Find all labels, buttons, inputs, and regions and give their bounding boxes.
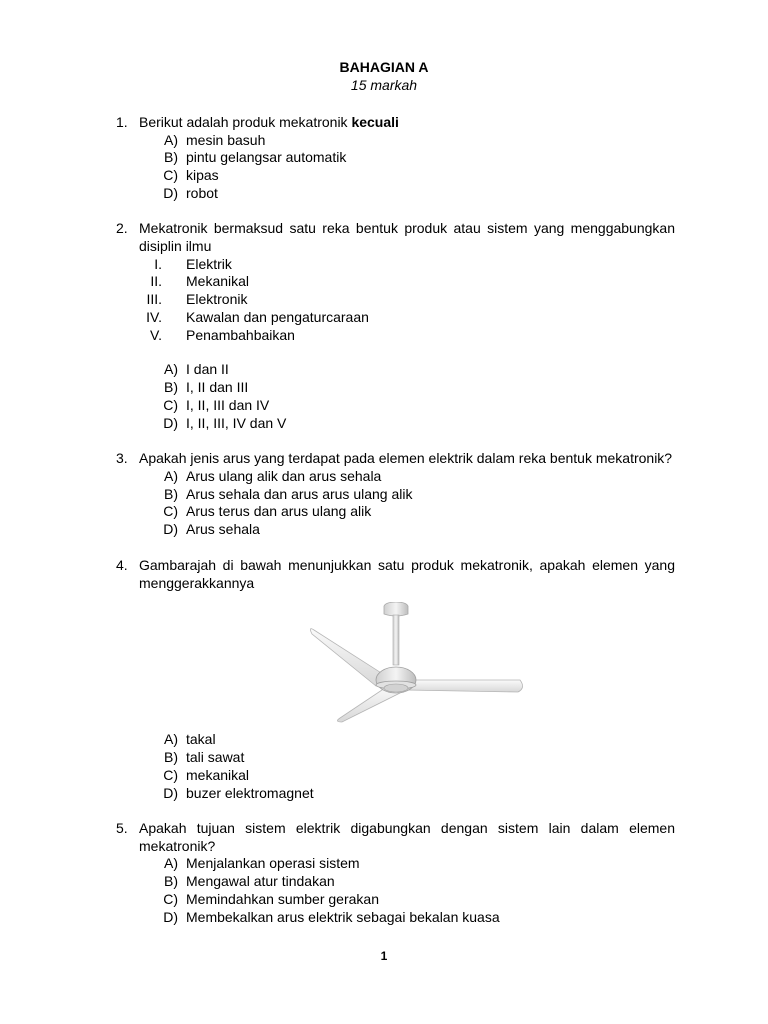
q1-option-a-label: A) xyxy=(164,132,178,148)
q3-option-a-label: A) xyxy=(164,468,178,484)
q2-roman-4-label: IV. xyxy=(146,309,162,325)
q2-roman-2-label: II. xyxy=(150,273,162,289)
q2-number: 2. xyxy=(116,220,128,236)
q1-text-emphasis: kecuali xyxy=(351,114,399,130)
q3-text: Apakah jenis arus yang terdapat pada elemen elektrik dalam reka bentuk mekatronik? xyxy=(139,450,673,466)
q1-option-d-label: D) xyxy=(163,185,178,201)
q1-text-main: Berikut adalah produk mekatronik xyxy=(139,114,352,130)
q3-option-a: Arus ulang alik dan arus sehala xyxy=(186,468,382,484)
q5-option-c-label: C) xyxy=(163,891,178,907)
q4-option-a-label: A) xyxy=(164,731,178,747)
q1-option-c-label: C) xyxy=(163,167,178,183)
q4-text-line2: menggerakkannya xyxy=(139,575,255,591)
q2-text-line2: disiplin ilmu xyxy=(139,238,212,254)
q3-option-c: Arus terus dan arus ulang alik xyxy=(186,503,372,519)
q4-number: 4. xyxy=(116,557,128,573)
q2-text-line1: Mekatronik bermaksud satu reka bentuk produk atau sistem yang menggabungkan xyxy=(139,220,675,236)
q2-option-d-label: D) xyxy=(163,415,178,431)
section-marks: 15 markah xyxy=(350,77,418,93)
q2-roman-4: Kawalan dan pengaturcaraan xyxy=(186,309,369,325)
q4-option-b: tali sawat xyxy=(186,749,245,765)
q4-text-line1: Gambarajah di bawah menunjukkan satu produk mekatronik, apakah elemen yang xyxy=(139,557,675,573)
q3-option-b: Arus sehala dan arus arus ulang alik xyxy=(186,486,413,502)
q2-option-c: I, II, III dan IV xyxy=(186,397,270,413)
q3-option-c-label: C) xyxy=(163,503,178,519)
q1-option-a: mesin basuh xyxy=(186,132,266,148)
q4-option-c: mekanikal xyxy=(186,767,250,783)
q2-roman-1: Elektrik xyxy=(186,256,232,272)
q2-option-d: I, II, III, IV dan V xyxy=(186,415,287,431)
q5-option-b: Mengawal atur tindakan xyxy=(186,873,335,889)
q2-roman-3-label: III. xyxy=(146,291,162,307)
q3-option-b-label: B) xyxy=(164,486,178,502)
q1-text xyxy=(139,114,399,131)
q5-text-line1: Apakah tujuan sistem elektrik digabungkan dengan sistem lain dalam elemen xyxy=(139,820,675,836)
section-title: BAHAGIAN A xyxy=(339,59,429,75)
q1-number: 1. xyxy=(116,114,128,130)
q2-roman-3: Elektronik xyxy=(186,291,248,307)
q2-roman-5: Penambahbaikan xyxy=(186,327,295,343)
q3-option-d-label: D) xyxy=(163,521,178,537)
q5-option-a-label: A) xyxy=(164,855,178,871)
q2-option-b-label: B) xyxy=(164,379,178,395)
q2-option-c-label: C) xyxy=(163,397,178,413)
q5-option-c: Memindahkan sumber gerakan xyxy=(186,891,379,907)
q5-option-b-label: B) xyxy=(164,873,178,889)
q5-option-a: Menjalankan operasi sistem xyxy=(186,855,360,871)
q4-option-d-label: D) xyxy=(163,785,178,801)
q1-option-d: robot xyxy=(186,185,218,201)
q5-text-line2: mekatronik? xyxy=(139,838,216,854)
q2-option-a-label: A) xyxy=(164,361,178,377)
q4-option-b-label: B) xyxy=(164,749,178,765)
ceiling-fan-image xyxy=(302,602,526,724)
q1-option-b: pintu gelangsar automatik xyxy=(186,149,347,165)
q5-option-d-label: D) xyxy=(163,909,178,925)
q5-number: 5. xyxy=(116,820,128,836)
q2-roman-5-label: V. xyxy=(150,327,162,343)
q4-option-a: takal xyxy=(186,731,216,747)
q2-option-b: I, II dan III xyxy=(186,379,249,395)
q1-option-c: kipas xyxy=(186,167,219,183)
q2-roman-1-label: I. xyxy=(154,256,162,272)
q4-option-d: buzer elektromagnet xyxy=(186,785,314,801)
q3-number: 3. xyxy=(116,450,128,466)
q2-option-a: I dan II xyxy=(186,361,229,377)
q4-option-c-label: C) xyxy=(163,767,178,783)
q1-option-b-label: B) xyxy=(164,149,178,165)
page-number: 1 xyxy=(380,949,388,963)
q5-option-d: Membekalkan arus elektrik sebagai bekalan kuasa xyxy=(186,909,500,925)
q2-roman-2: Mekanikal xyxy=(186,273,250,289)
q3-option-d: Arus sehala xyxy=(186,521,260,537)
